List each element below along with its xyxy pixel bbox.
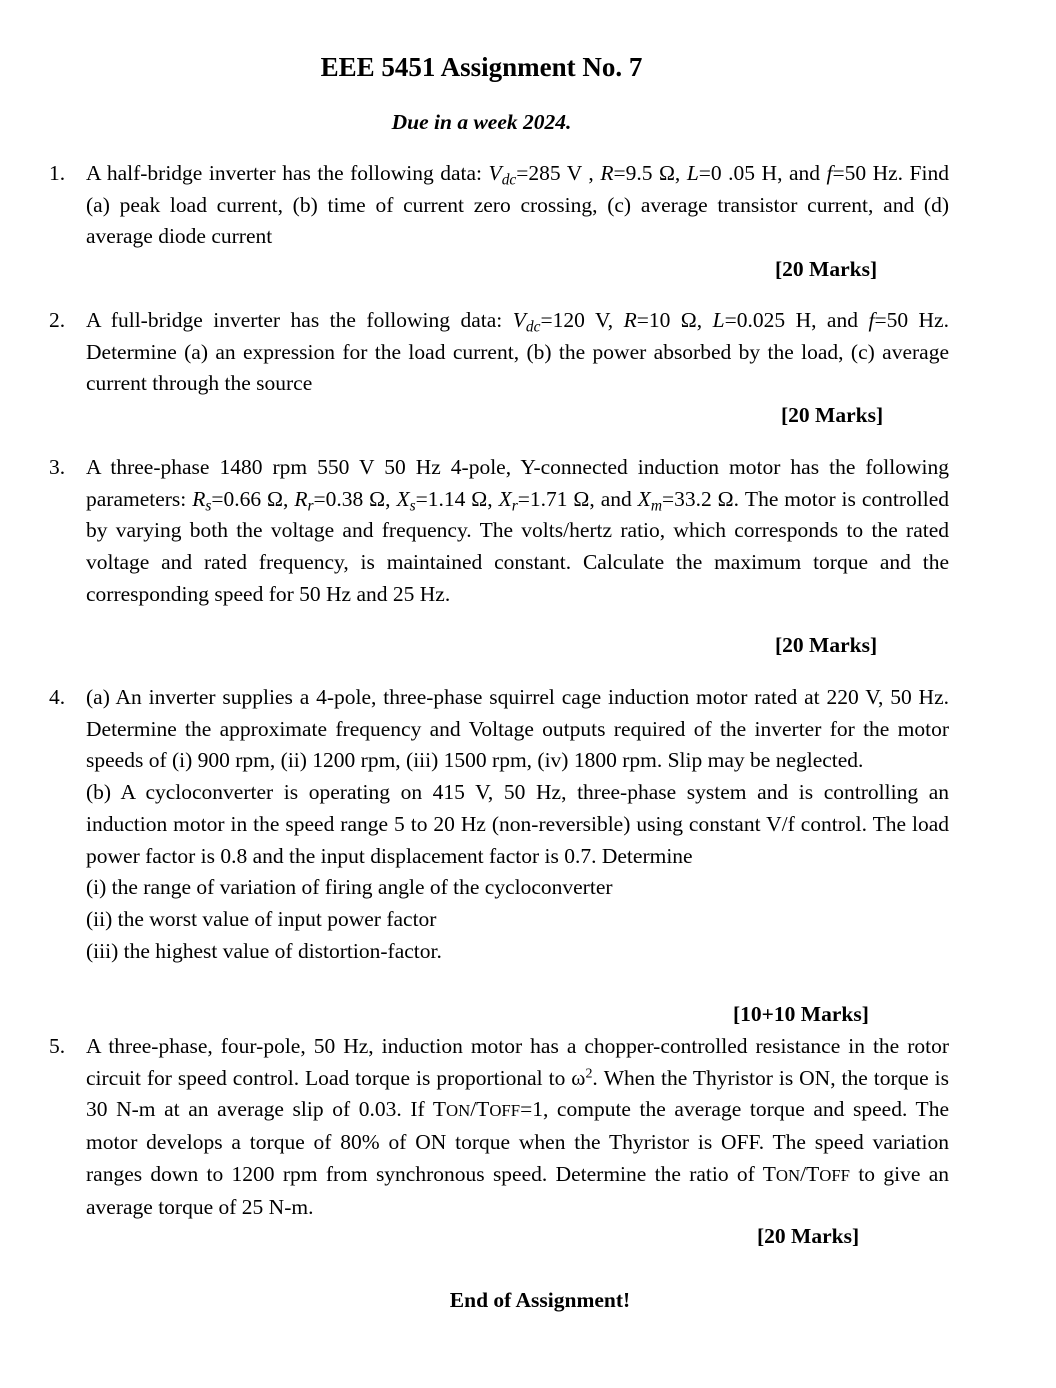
question-subpart: (ii) the worst value of input power factor xyxy=(86,906,437,931)
question-subpart: (iii) the highest value of distortion-factor. xyxy=(86,938,442,963)
marks-label: [20 Marks] xyxy=(775,633,878,657)
marks-label: [10+10 Marks] xyxy=(733,1002,869,1026)
question-number: 3. xyxy=(49,455,66,479)
question-part-b: (b) A cycloconverter is operating on 415 V, 50 Hz, three-phase system and is controlling an induction motor in the speed range 5 to 20 Hz (non-reversible) using constant V/f control. The load power factor is 0.8 and the input displacement factor is 0.7. Determine xyxy=(86,780,949,868)
question-number: 1. xyxy=(49,161,66,185)
question-text: A half-bridge inverter has the following data: $V_{dc}=285$ V , R=9.5 Ω, L=0 .05 H, and f=50 Hz. Find (a) peak load current, (b) time of current zero crossing, (c) average transistor current, and (d) average diode current xyxy=(86,161,949,249)
marks-label: [20 Marks] xyxy=(775,257,878,281)
question-text: A three-phase, four-pole, 50 Hz, induction motor has a chopper-controlled resistance in the rotor circuit for speed control. Load torque is proportional to $\omega^2$. When the Thyristor is ON, the torque is 30 N-m at an average slip of 0.03. If TON/TOFF=1, compute the average torque and speed. The motor develops a torque of 80% of ON torque when the Thyristor is OFF. The speed variation ranges down to 1200 rpm from synchronous speed. Determine the ratio of TON/TOFF to give an average torque of 25 N-m. xyxy=(86,1034,949,1219)
marks-label: [20 Marks] xyxy=(781,403,884,427)
question-number: 4. xyxy=(49,685,66,709)
question-text: A full-bridge inverter has the following data: $V_{dc}=120$ V, R=10 Ω, L=0.025 H, and f=50 Hz. Determine (a) an expression for the load current, (b) the power absorbed by the load, (c) average current through the source xyxy=(86,308,949,396)
question-part-a: (a) An inverter supplies a 4-pole, three-phase squirrel cage induction motor rated at 220 V, 50 Hz. Determine the approximate frequency and Voltage outputs required of the inverter for the motor speeds of (i) 900 rpm, (ii) 1200 rpm, (iii) 1500 rpm, (iv) 1800 rpm. Slip may be neglected. xyxy=(86,685,949,773)
question-subpart: (i) the range of variation of firing angle of the cycloconverter xyxy=(86,875,613,900)
question-number: 2. xyxy=(49,308,66,332)
marks-label: [20 Marks] xyxy=(757,1224,860,1248)
end-of-assignment: End of Assignment! xyxy=(449,1288,631,1312)
question-text xyxy=(86,682,949,967)
question-number: 5. xyxy=(49,1034,66,1058)
question-text: A three-phase 1480 rpm 550 V 50 Hz 4-pole, Y-connected induction motor has the following parameters: $R_s=0.66$ Ω, $R_r=0.38$ Ω, $X_s=1.14$ Ω, $X_r=1.71$ Ω, and $X_m=33.2$ Ω. The motor is controlled by varying both the voltage and frequency. The volts/hertz ratio, which corresponds to the rated voltage and rated frequency, is maintained constant. Calculate the maximum torque and the corresponding speed for 50 Hz and 25 Hz. xyxy=(86,455,949,606)
due-date: Due in a week 2024. xyxy=(391,110,572,134)
page-title: EEE 5451 Assignment No. 7 xyxy=(320,52,643,82)
